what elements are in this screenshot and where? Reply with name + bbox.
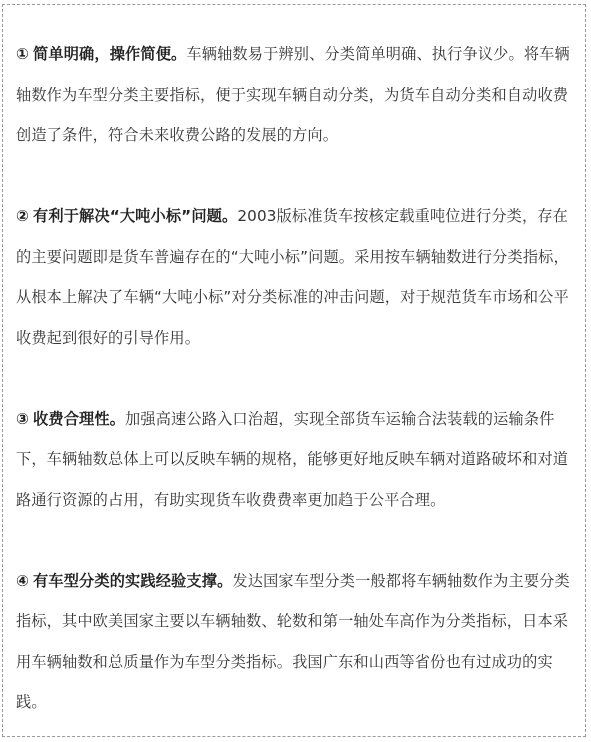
section-heading: 收费合理性。 bbox=[33, 409, 126, 428]
section-number: ① bbox=[16, 45, 30, 63]
section-3 bbox=[16, 399, 576, 521]
section-body: 加强高速公路入口治超，实现全部货车运输合法装载的运输条件下，车辆轴数总体上可以反映车辆的规格，能够更好地反映车辆对道路破坏和对道路通行资源的占用，有助实现货车收费费率更加趋于公平合理。 bbox=[16, 409, 569, 509]
section-heading: 简单明确，操作简便。 bbox=[33, 45, 187, 63]
section-body: 发达国家车型分类一般都将车辆轴数作为主要分类指标，其中欧美国家主要以车辆轴数、轮数和第一轴处车高作为分类指标，日本采用车辆轴数和总质量作为车型分类指标。我国广东和山西等省份也有过成功的实践。 bbox=[16, 571, 570, 711]
section-body: 车辆轴数易于辨别、分类简单明确、执行争议少。将车辆轴数作为车型分类主要指标，便于实现车辆自动分类，为货车自动分类和自动收费创造了条件，符合未来收费公路的发展的方向。 bbox=[16, 45, 570, 144]
section-heading: 有利于解决“大吨小标”问题。 bbox=[33, 207, 238, 225]
section-4 bbox=[16, 561, 576, 723]
section-heading: 有车型分类的实践经验支撑。 bbox=[33, 571, 233, 590]
section-2 bbox=[16, 196, 576, 358]
section-number: ② bbox=[16, 207, 30, 225]
section-body: 2003版标准货车按核定载重吨位进行分类，存在的主要问题即是货车普遍存在的“大吨小标”问题。采用按车辆轴数进行分类指标，从根本上解决了车辆“大吨小标”对分类标准的冲击问题，对于规范货车市场和公平收费起到很好的引导作用。 bbox=[16, 207, 569, 347]
section-1 bbox=[16, 34, 576, 156]
section-number: ④ bbox=[16, 571, 30, 590]
section-number: ③ bbox=[16, 409, 30, 428]
article-body bbox=[16, 34, 576, 723]
